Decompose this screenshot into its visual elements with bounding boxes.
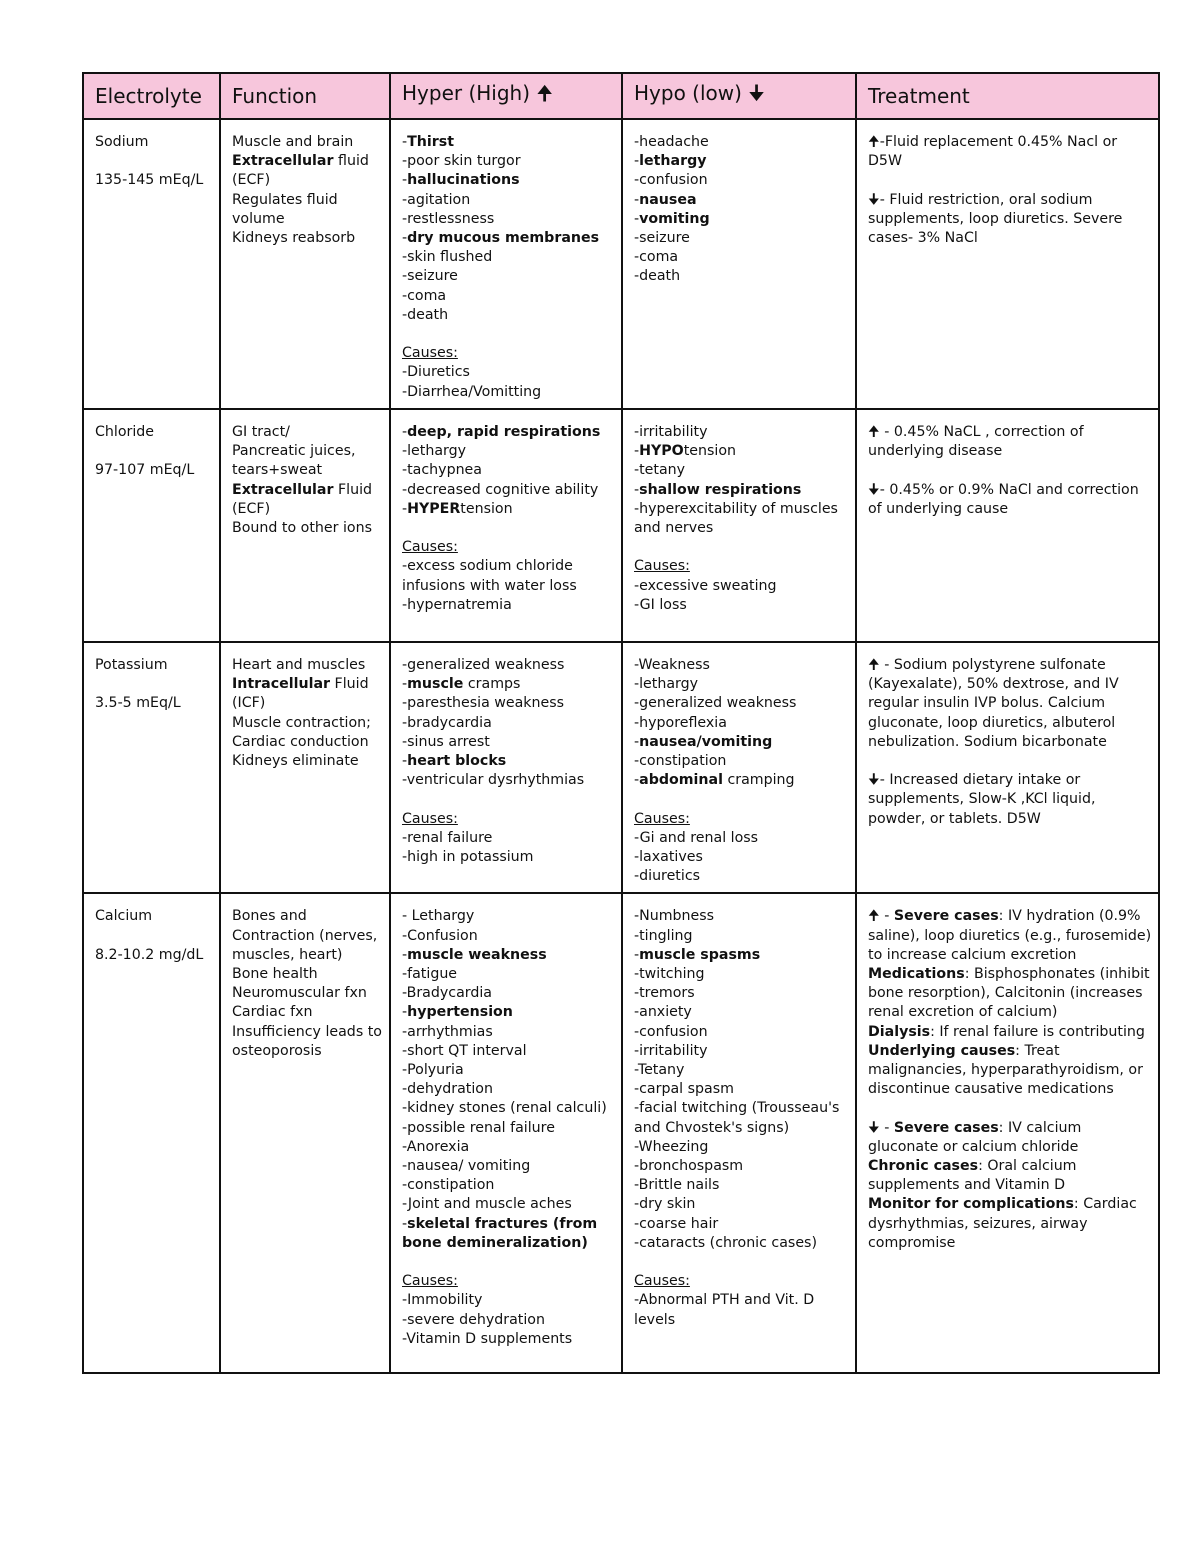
blank-line [402, 519, 616, 538]
table-row [83, 119, 1159, 409]
cell-line: 135-145 mEq/L [95, 172, 204, 189]
cell-line: -deep, rapid respirations [402, 424, 601, 440]
cell-line: Causes: [402, 810, 458, 827]
hyper-cell [391, 120, 621, 408]
cell-line: 🠉-Fluid replacement 0.45% Nacl or D5W [868, 134, 1118, 170]
cell-line: Neuromuscular fxn [232, 985, 367, 1002]
cell-line: -irritability [634, 1042, 708, 1059]
cell-line: Heart and muscles [232, 657, 366, 673]
cell-line: -nausea/vomiting [634, 733, 773, 750]
table-row [83, 642, 1159, 893]
cell-line: -arrhythmias [402, 1023, 493, 1040]
cell-line: -Diarrhea/Vomitting [402, 383, 542, 400]
cell-line: -tremors [634, 985, 695, 1002]
cell-line: -laxatives [634, 849, 703, 866]
cell-line: -coma [634, 249, 679, 266]
cell-line: -restlessness [402, 210, 495, 227]
cell-line: -HYPOtension [634, 443, 737, 460]
cell-line: -high in potassium [402, 849, 534, 866]
cell-line: 🠉 - Sodium polystyrene sulfonate (Kayexalate), 50% dextrose, and IV regular insulin IVP bolus. Calcium gluconate, loop diuretics, albuterol nebulization. Sodium bicarbonate [868, 657, 1119, 750]
cell-line: -Numbness [634, 908, 715, 925]
cell-line: -lethargy [634, 153, 707, 170]
cell-line: -shallow respirations [634, 481, 802, 498]
header-row [83, 73, 1159, 119]
cell-line: -decreased cognitive ability [402, 481, 599, 498]
blank-line [868, 171, 1153, 190]
cell-line: -hallucinations [402, 172, 520, 189]
cell-line: -GI loss [634, 596, 687, 613]
hyper-cell [391, 643, 621, 873]
cell-line: -confusion [634, 1023, 708, 1040]
cell-line: Muscle contraction; [232, 714, 371, 731]
cell-line: -generalized weakness [634, 695, 797, 712]
cell-line: Cardiac conduction [232, 733, 369, 750]
cell-line: -dehydration [402, 1081, 493, 1098]
cell-line: Potassium [95, 657, 168, 673]
cell-line: Calcium [95, 908, 153, 925]
cell-line: -nausea [634, 191, 697, 208]
table-row [83, 893, 1159, 1373]
cell-line: Cardiac fxn [232, 1004, 313, 1021]
cell-line: Chronic cases: Oral calcium supplements and Vitamin D [868, 1158, 1077, 1194]
blank-line [868, 461, 1153, 480]
cell-line: Causes: [402, 1273, 458, 1290]
hypo-cell [623, 120, 855, 293]
cell-line: -poor skin turgor [402, 153, 521, 170]
cell-line: -agitation [402, 191, 471, 208]
function-cell [221, 643, 389, 777]
cell-line: Monitor for complications: Cardiac dysrhythmias, seizures, airway compromise [868, 1196, 1137, 1251]
cell-line: -skeletal fractures (from bone demineralization) [402, 1215, 598, 1251]
header-electrolyte: Electrolyte [83, 73, 220, 119]
cell-line: -seizure [402, 268, 458, 285]
cell-line: -hypertension [402, 1004, 513, 1021]
blank-line [402, 1253, 616, 1272]
treatment-cell [857, 410, 1158, 525]
cell-line: Chloride [95, 424, 155, 440]
cell-line: Bones and Contraction (nerves, muscles, heart) [232, 908, 378, 963]
hypo-cell [623, 410, 855, 621]
cell-line: -Vitamin D supplements [402, 1330, 573, 1347]
blank-line [95, 442, 214, 461]
blank-line [402, 790, 616, 809]
treatment-cell [857, 643, 1158, 835]
blank-line [868, 1099, 1153, 1118]
cell-line: -cataracts (chronic cases) [634, 1234, 817, 1251]
cell-line: GI tract/ [232, 424, 290, 440]
cell-line: Bound to other ions [232, 520, 372, 537]
cell-line: -Brittle nails [634, 1177, 720, 1194]
cell-line: -bronchospasm [634, 1158, 744, 1175]
cell-line: -possible renal failure [402, 1119, 555, 1136]
cell-line: -Thirst [402, 134, 454, 150]
cell-line: Causes: [634, 558, 690, 575]
cell-line: Sodium [95, 134, 149, 150]
cell-line: Causes: [402, 539, 458, 556]
cell-line: -carpal spasm [634, 1081, 734, 1098]
cell-line: -dry mucous membranes [402, 230, 600, 247]
cell-line: -vomiting [634, 210, 710, 227]
cell-line: -tachypnea [402, 462, 482, 479]
blank-line [634, 538, 850, 557]
cell-line: -Abnormal PTH and Vit. D levels [634, 1292, 815, 1328]
electrolyte-cell [84, 120, 219, 197]
cell-line: -Immobility [402, 1292, 483, 1309]
treatment-cell [857, 894, 1158, 1259]
cell-line: 🠋- Fluid restriction, oral sodium supplements, loop diuretics. Severe cases- 3% NaCl [868, 191, 1123, 246]
cell-line: -Tetany [634, 1062, 685, 1079]
cell-line: 3.5-5 mEq/L [95, 695, 181, 712]
cell-line: 🠋- 0.45% or 0.9% NaCl and correction of underlying cause [868, 481, 1139, 517]
cell-line: -kidney stones (renal calculi) [402, 1100, 607, 1117]
cell-line: 97-107 mEq/L [95, 462, 195, 479]
cell-line: -seizure [634, 230, 690, 247]
cell-line: -sinus arrest [402, 733, 490, 750]
cell-line: Pancreatic juices, tears+sweat [232, 443, 356, 479]
cell-line: 🠉 - Severe cases: IV hydration (0.9% saline), loop diuretics (e.g., furosemide) to increase calcium excretion [868, 908, 1152, 963]
hyper-cell [391, 894, 621, 1355]
electrolyte-table [82, 72, 1160, 1374]
cell-line: Kidneys reabsorb [232, 230, 356, 247]
cell-line: Kidneys eliminate [232, 753, 359, 770]
cell-line: -generalized weakness [402, 657, 565, 673]
cell-line: -anxiety [634, 1004, 692, 1021]
cell-line: -muscle cramps [402, 676, 521, 693]
cell-line: -irritability [634, 424, 708, 440]
cell-line: -excessive sweating [634, 577, 777, 594]
blank-line [95, 152, 214, 171]
cell-line: Extracellular Fluid (ECF) [232, 481, 373, 517]
cell-line: -Weakness [634, 657, 710, 673]
cell-line: 🠉 - 0.45% NaCL , correction of underlying disease [868, 424, 1084, 460]
cell-line: -skin flushed [402, 249, 493, 266]
cell-line: 🠋 - Severe cases: IV calcium gluconate or calcium chloride [868, 1119, 1082, 1155]
cell-line: -abdominal cramping [634, 772, 795, 789]
treatment-cell [857, 120, 1158, 254]
cell-line: -Wheezing [634, 1138, 709, 1155]
cell-line: -twitching [634, 966, 705, 983]
cell-line: Extracellular fluid (ECF) [232, 153, 369, 189]
cell-line: -muscle weakness [402, 946, 547, 963]
cell-line: Dialysis: If renal failure is contributing [868, 1023, 1145, 1040]
cell-line: -nausea/ vomiting [402, 1158, 531, 1175]
cell-line: -constipation [634, 753, 727, 770]
hypo-cell [623, 643, 855, 892]
hyper-cell [391, 410, 621, 621]
cell-line: -short QT interval [402, 1042, 527, 1059]
blank-line [634, 790, 850, 809]
cell-line: -Polyuria [402, 1062, 464, 1079]
blank-line [634, 1253, 850, 1272]
cell-line: -renal failure [402, 829, 493, 846]
header-hypo: Hypo (low) 🠋 [622, 73, 856, 119]
cell-line: -facial twitching (Trousseau's and Chvostek's signs) [634, 1100, 840, 1136]
cell-line: -dry skin [634, 1196, 696, 1213]
cell-line: -lethargy [402, 443, 467, 460]
cell-line: -ventricular dysrhythmias [402, 772, 585, 789]
hypo-cell [623, 894, 855, 1335]
electrolyte-cell [84, 643, 219, 720]
cell-line: -diuretics [634, 868, 701, 885]
cell-line: Causes: [402, 345, 458, 362]
cell-line: Medications: Bisphosphonates (inhibit bone resorption), Calcitonin (increases renal excretion of calcium) [868, 966, 1150, 1021]
cell-line: -constipation [402, 1177, 495, 1194]
cell-line: -Diuretics [402, 364, 470, 381]
cell-line: -coarse hair [634, 1215, 719, 1232]
header-hyper: Hyper (High) 🠉 [390, 73, 622, 119]
cell-line: -Bradycardia [402, 985, 492, 1002]
electrolyte-cell [84, 410, 219, 487]
function-cell [221, 410, 389, 544]
cell-line: -paresthesia weakness [402, 695, 565, 712]
blank-line [95, 927, 214, 946]
cell-line: -headache [634, 134, 709, 150]
cell-line: -hypernatremia [402, 596, 512, 613]
header-function: Function [220, 73, 390, 119]
cell-line: Muscle and brain [232, 134, 354, 150]
cell-line: Insufficiency leads to osteoporosis [232, 1023, 382, 1059]
cell-line: -Gi and renal loss [634, 829, 759, 846]
cell-line: Causes: [634, 810, 690, 827]
cell-line: -Confusion [402, 927, 478, 944]
table-row [83, 409, 1159, 642]
cell-line: -Joint and muscle aches [402, 1196, 572, 1213]
cell-line: -death [402, 306, 449, 323]
blank-line [402, 325, 616, 344]
cell-line: - Lethargy [402, 908, 475, 925]
cell-line: -lethargy [634, 676, 699, 693]
cell-line: 🠋- Increased dietary intake or supplements, Slow-K ,KCl liquid, powder, or tablets. D5W [868, 772, 1096, 827]
cell-line: -confusion [634, 172, 708, 189]
cell-line: -excess sodium chloride infusions with water loss [402, 558, 577, 594]
cell-line: 8.2-10.2 mg/dL [95, 946, 204, 963]
cell-line: -heart blocks [402, 753, 507, 770]
cell-line: Causes: [634, 1273, 690, 1290]
cell-line: -coma [402, 287, 447, 304]
function-cell [221, 120, 389, 254]
cell-line: -tetany [634, 462, 686, 479]
cell-line: -Anorexia [402, 1138, 470, 1155]
cell-line: -death [634, 268, 681, 285]
cell-line: Bone health [232, 966, 318, 983]
cell-line: -muscle spasms [634, 946, 761, 963]
cell-line: -hyporeflexia [634, 714, 727, 731]
header-treatment: Treatment [856, 73, 1159, 119]
cell-line: -HYPERtension [402, 500, 513, 517]
cell-line: Regulates fluid volume [232, 191, 338, 227]
cell-line: -tingling [634, 927, 693, 944]
blank-line [868, 752, 1153, 771]
cell-line: -severe dehydration [402, 1311, 545, 1328]
cell-line: -hyperexcitability of muscles and nerves [634, 500, 838, 537]
cell-line: -bradycardia [402, 714, 492, 731]
cell-line: Intracellular Fluid (ICF) [232, 676, 369, 712]
function-cell [221, 894, 389, 1067]
blank-line [95, 675, 214, 694]
electrolyte-cell [84, 894, 219, 971]
cell-line: Underlying causes: Treat malignancies, hyperparathyroidism, or discontinue causative medications [868, 1042, 1143, 1098]
cell-line: -fatigue [402, 966, 458, 983]
